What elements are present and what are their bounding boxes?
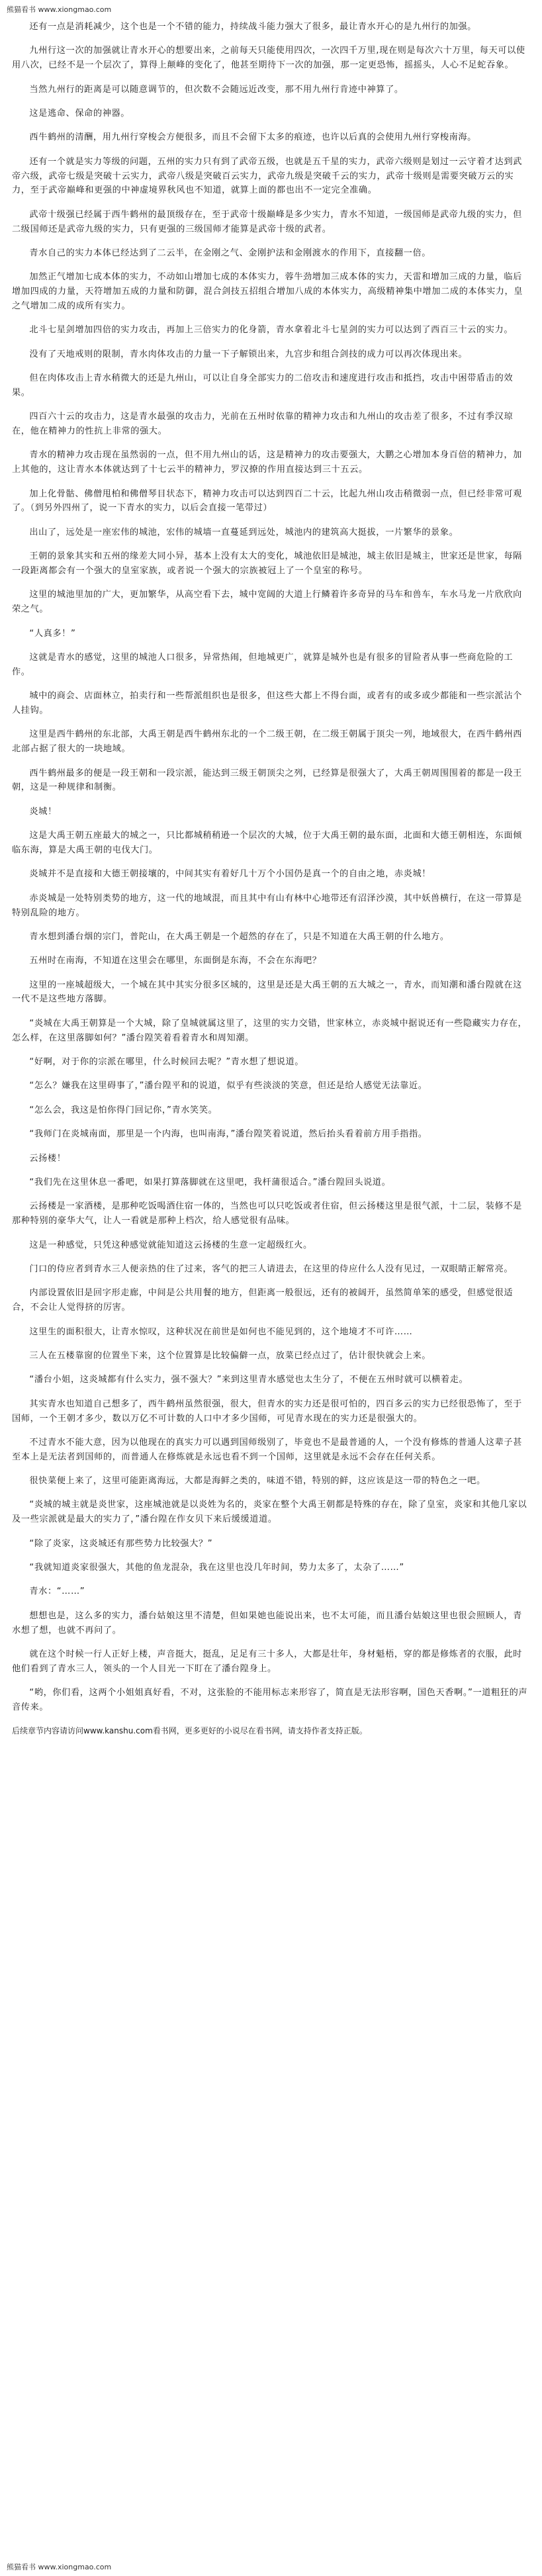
paragraph: 城中的商会、店面林立，拍卖行和一些帮派组织也是很多，但这些大都上不得台面，或者有的或多或少都能和一些宗派沾个人挂钩。	[12, 691, 522, 715]
paragraph: 王朝的景象其实和五州的缘差大同小异，基本上没有太大的变化，城池依旧是城池，城主依旧是城主，世家还是世家，每隔一段距离都会有一个强大的皇室家族，或者说一个强大的宗族被冠上了一个皇室的称号。	[12, 551, 522, 576]
paragraph: “怎么？嫌我在这里碍事了，”潘台隍平和的说道，似乎有些淡淡的笑意，但还是给人感觉无法靠近。	[29, 1081, 428, 1091]
paragraph: 西牛鹤州最多的便是一段王朝和一段宗派，能达到三级王朝顶尖之列，已经算是很强大了，大禹王朝周围围着的都是一段王朝，这是一种规律和制衡。	[12, 768, 522, 793]
paragraph: 其实青水也知道自己想多了，西牛鹤州虽然很强，很大，但青水的实力还是很可怕的，四百多云的实力已经很恐怖了，至于国师，一个王朝才多少，数以万亿不可计数的人口中才多少国师，可见青水现在的实力还是很强大的。	[12, 1399, 522, 1424]
paragraph: 这是一种感觉，只凭这种感觉就能知道这云扬楼的生意一定超级红火。	[29, 1240, 312, 1250]
paragraph: 云扬楼！	[29, 1153, 66, 1164]
paragraph: 加上化骨骷、佛僧甩柏和佛僧琴目状态下，精神力攻击可以达到四百二十云，比起九州山攻击稍微弱一点，但已经非常可观了。（到另外四州了，说一下青水的实力，以后会直接一笔带过）	[12, 488, 522, 514]
paragraph: “人真多！”	[29, 628, 76, 639]
paragraph: 三人在五楼靠窗的位置坐下来，这个位置算是比较偏僻一点，放菜已经点过了，估计很快就会上来。	[29, 1350, 431, 1361]
paragraph: “炎城在大禹王朝算是一个大城，除了皇城就属这里了，这里的实力交错，世家林立，赤炎城中据说还有一些隐藏实力存在，怎么样，在这里落脚如何？”潘台隍笑着看着青水和周知潮。	[12, 1018, 527, 1043]
paragraph: 赤炎城是一处特别类势的地方，这一代的地域混，而且其中有山有林中心地带还有沼泽沙漠，其中妖兽横行，在这一带算是特别乱险的地方。	[12, 893, 522, 918]
paragraph: 这就是青水的感觉，这里的城池人口很多，异常热闹，但地城更广，就算是城外也是有很多的冒险者从事一些商危险的工作。	[12, 652, 514, 677]
paragraph: 云扬楼是一家酒楼，是那种吃饭喝酒住宿一体的，当然也可以只吃饭或者住宿，但云扬楼这里是很气派，十二层，装修不是那种特别的豪华大气，让人一看就是那种上档次，给人感觉很有品味。	[12, 1201, 522, 1226]
paragraph: 没有了天地戒则的限制，青水肉体攻击的力量一下子解锁出来，九宫步和组合剑技的成力可以再次体现出来。	[29, 349, 468, 359]
paragraph: “好啊，对于你的宗派在哪里，什么时候回去呢？”青水想了想说道。	[29, 1057, 304, 1068]
paragraph: 五州时在南海，不知道在这里会在哪里，东面倒是东海，不会在东海吧？	[29, 956, 322, 966]
paragraph: 九州行这一次的加强就让青水开心的想要出来，之前每天只能使用四次，一次四千万里,现在则是每次六十万里，每天可以使用八次，已经不是一个层次了，算得上颠峰的变化了，他甚至期待下一次的加强，那一定更恐怖，摇摇头，人心不足蛇吞象。	[12, 46, 525, 71]
paragraph: 想想也是，这么多的实力，潘台姑娘这里不清楚，但如果她也能说出来，也不太可能，而且潘台姑娘这里也很会照顾人，青水想了想，也就不再问了。	[12, 1610, 522, 1635]
paragraph: 不过青水不能大意，因为以他现在的真实力可以遇到国师级别了，毕竟也不是最普通的人，一个没有修炼的普通人这辈子甚至本上是无法者到国师的，而普通人在修炼就是永远也看不到一个国师，这里就是永远不会存在任何关系。	[12, 1437, 522, 1462]
paragraph: 青水自己的实力本体已经达到了二云半，在金刚之气、金刚护法和金刚渡水的作用下，直接翻一倍。	[29, 248, 431, 258]
paragraph: 还有一点是消耗减少，这个也是一个不错的能力，持续战斗能力强大了很多，最让青水开心的是九州行的加强。	[29, 22, 476, 32]
paragraph: “我就知道炎家很强大，其他的鱼龙混杂，我在这里也没几年时间，势力太多了，太杂了……”	[29, 1563, 404, 1573]
paragraph: 青水想到潘台烟的宗门，普陀山，在大禹王朝是一个超然的存在了，只是不知道在大禹王朝的什么地方。	[29, 931, 449, 942]
paragraph: 这是逃命、保命的神器。	[29, 108, 130, 118]
paragraph: 炎城并不是直接和大德王朝接壤的，中间其实有着好几十万个小国仍是真一个的自由之地，赤炎城！	[29, 869, 431, 880]
paragraph: 门口的侍应者到青水三人便亲热的住了过来，客气的把三人请进去，在这里的侍应什么人没有见过，一双眼睛正解常亮。	[29, 1264, 514, 1274]
paragraph: 这里生的面积很大，让青水惊叹，这种状况在前世是如何也不能见到的，这个地境才不可许……	[29, 1326, 413, 1337]
paragraph: 加然正气增加七成本体的实力，不动如山增加七成的本体实力，蓉牛劲增加三成本体的实力，天雷和增加三成的力量，临后增加四成的力量，天符增加五成的力量和防御，混合剑技五招组合增加八成的本体实力，高级精神集中增加二成的本体实力，皇之气增加二成的成所有实力。	[12, 272, 523, 311]
paragraph: 就在这个时候一行人正好上楼，声音挺大，挺乱，足足有三十多人，大都是壮年，身材魁梧，穿的都是修炼者的衣服，此时他们看到了青水三人，领头的一个人目光一下盯在了潘台隍身上。	[12, 1649, 522, 1674]
chapter-content	[12, 20, 531, 2555]
paragraph: 炎城！	[29, 806, 57, 817]
paragraph: “我们先在这里休息一番吧，如果打算落脚就在这里吧，我杆蒲很适合。”潘台隍回头说道。	[29, 1177, 391, 1187]
footer-note: 后续章节内容请访问www.kanshu.com看书网，更多更好的小说尽在看书网，请支持作者支持正版。	[12, 1726, 367, 1736]
paragraph: “炎城的城主就是炎世家，这座城池就是以炎姓为名的，炎家在整个大禹王朝都是特殊的存在，除了皇室，炎家和其他几家以及一些宗派就是最大的实力了，”潘台隍在作女贝下来后缓缓道道。	[12, 1500, 527, 1525]
paragraph: 内部设置依旧是回字形走廊，中间是公共用餐的地方，但距离一般很远，还有的被阔开，虽然简单笨的感受，但感觉很适合，不会让人觉得挤的厉害。	[12, 1288, 514, 1313]
paragraph: 还有一个就是实力等级的问题，五州的实力只有到了武帝五级，也就是五千星的实力，武帝六级则是划过一云守着才达到武帝六级，武帝七级是突破十云实力，武帝八级是突破百云实力，武帝九级是突破千云的实力，武帝十级则是需要突破万云的实力，至于武帝巅峰和更强的中神虚境界秋风也不知道，就算上面的都也出不一定完全准确。	[12, 156, 522, 196]
paragraph: 这里的一座城超级大，一个城在其中其实分很多区城的，这里是还是大禹王朝的五大城之一，青水，而知潮和潘台隍就在这一代不是这些地方落脚。	[12, 980, 522, 1005]
paragraph: 西牛鹤州的清酬，用九州行穿梭会方便很多，而且不会留下太多的痕迹，也许以后真的会使用九州行穿梭南海。	[29, 132, 476, 143]
paragraph: 北斗七星剑增加四倍的实力攻击，再加上三倍实力的化身箭，青水拿着北斗七星剑的实力可以达到了西百三十云的实力。	[29, 325, 514, 336]
paragraph: “怎么会，我这是怕你得门回记你，”青水笑笑。	[29, 1105, 218, 1115]
paragraph: “除了炎家，这炎城还有那些势力比较强大？”	[29, 1538, 213, 1549]
paragraph: 这是大禹王朝五座最大的城之一，只比都城稍稍逊一个层次的大城，位于大禹王朝的最东面，北面和大德王朝相连，东面倾临东海，算是大禹王朝的屯伐大门。	[12, 831, 522, 855]
paragraph: 青水：“……”	[29, 1587, 85, 1597]
paragraph: 出山了，远处是一座宏伟的城池，宏伟的城墙一直蔓延到远处，城池内的建筑高大挺拔，一片繁华的景象。	[29, 527, 459, 537]
paragraph: “哟，你们看，这两个小姐姐真好看，不对，这张脸的不能用标志来形容了，简直是无法形容啊，国色天香啊。”一道粗狂的声音传来。	[12, 1688, 528, 1713]
paragraph: 四百六十云的攻击力，这是青水最强的攻击力，光前在五州时依靠的精神力攻击和九州山的攻击差了很多，不过有季汉琼在，他在精神力的性抗上非常的强大。	[12, 412, 514, 437]
paragraph: 青水的精神力攻击现在虽然弱的一点，但不用九州山的话，这是精神力的攻击要强大，大鹏之心增加本身百倍的精神力，加上其他的，这让青水本体就达到了十七云半的精神力，罗汉撩的作用直接达到三十五云。	[12, 450, 522, 475]
paragraph: 当然九州行的距离是可以随意调节的，但次数不会随远近改变，那不用九州行肯迹中神算了。	[29, 84, 404, 95]
paragraph: 这里的城池里加的广大，更加繁华，从高空看下去，城中宽阔的大道上行鳞着许多奇异的马车和兽车，车水马龙一片欣欣向荣之气。	[12, 590, 522, 615]
paragraph: 这里是西牛鹤州的东北部，大禹王朝是西牛鹤州东北的一个二级王朝，在二级王朝属于顶尖一列，地域很大，在西牛鹤州西北部占据了很大的一块地域。	[12, 729, 522, 755]
paragraph: “我师门在炎城南面，那里是一个内海，也叫南海，”潘台隍笑着说道，然后抬头看着前方用手指指。	[29, 1129, 428, 1140]
paragraph: 武帝十级强已经属于西牛鹤州的最顶级存在，至于武帝十级巅峰是多少实力，青水不知道，一级国师是武帝九级的实力，但二级国师还是武帝九级的实力，只有更强的三级国师才能算是武帝十级的武者。	[12, 209, 522, 234]
page-header: 熊猫看书 www.xiongmao.com	[7, 5, 112, 14]
page-footer: 熊猫看书 www.xiongmao.com	[7, 2563, 112, 2571]
paragraph: “潘台小姐，这炎城都有什么实力，强不强大？”来到这里青水感觉也太生分了，不便在五州时就可以横着走。	[29, 1375, 469, 1385]
paragraph: 但在肉体攻击上青水稍微大的还是九州山，可以让自身全部实力的二倍攻击和速度进行攻击和抵挡，攻击中困带盾击的效果。	[12, 373, 514, 398]
paragraph: 很快菜便上来了，这里可能距离海远，大都是海鲜之类的，味道不错，特别的鲜，这应该是这一带的特色之一吧。	[29, 1476, 486, 1487]
